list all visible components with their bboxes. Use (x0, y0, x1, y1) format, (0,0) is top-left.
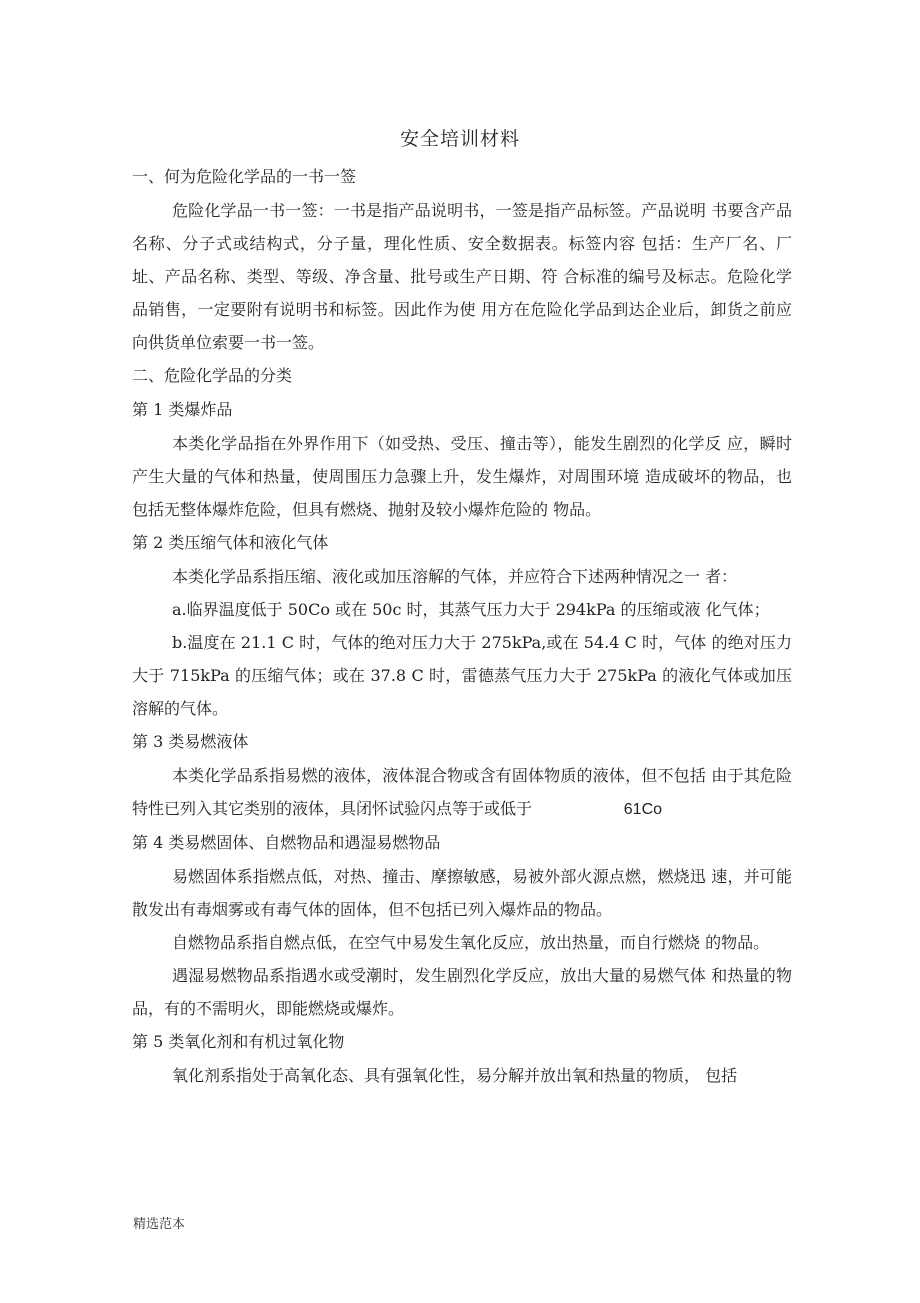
class-4-paragraph-2: 自燃物品系指自燃点低，在空气中易发生氧化反应，放出热量，而自行燃烧 的物品。 (172, 933, 770, 952)
class-4-paragraph-1: 易燃固体系指燃点低，对热、撞击、摩擦敏感，易被外部火源点燃，燃烧迅 速，并可能散发出有毒烟雾或有毒气体的固体，但不包括已列入爆炸品的物品。 (132, 867, 792, 919)
class-1-heading: 第 1 类爆炸品 (132, 400, 233, 419)
document-body (132, 160, 792, 1092)
page-footer: 精选范本 (133, 1217, 186, 1232)
class-3-heading: 第 3 类易燃液体 (132, 732, 249, 751)
class-5-paragraph: 氧化剂系指处于高氧化态、具有强氧化性，易分解并放出氧和热量的物质， 包括 (172, 1066, 738, 1085)
section-1-paragraph: 危险化学品一书一签：一书是指产品说明书，一签是指产品标签。产品说明 书要含产品名称、分子式或结构式，分子量，理化性质、安全数据表。标签内容 包括：生产厂名、厂址、产品名称、类型、等级、净含量、批号或生产日期、符 合标准的编号及标志。危险化学品销售，一定要附有说明书和标签。因此作为使 用方在危险化学品到达企业后，卸货之前应向供货单位索要一书一签。 (132, 201, 792, 352)
class-3-flashpoint-value: 61Co (623, 801, 663, 818)
class-4-heading: 第 4 类易燃固体、自燃物品和遇湿易燃物品 (132, 833, 441, 852)
class-2-item-b: b.温度在 21.1 C 时，气体的绝对压力大于 275kPa,或在 54.4 C 时，气体 的绝对压力大于 715kPa 的压缩气体；或在 37.8 C 时，雷德蒸气压力大于 275kPa 的液化气体或加压溶解的气体。 (132, 633, 792, 718)
class-3-paragraph (132, 759, 792, 826)
class-4-paragraph-3: 遇湿易燃物品系指遇水或受潮时，发生剧烈化学反应，放出大量的易燃气体 和热量的物品，有的不需明火，即能燃烧或爆炸。 (132, 966, 792, 1018)
section-2-heading: 二、危险化学品的分类 (132, 366, 293, 385)
class-1-paragraph: 本类化学品指在外界作用下（如受热、受压、撞击等），能发生剧烈的化学反 应，瞬时产生大量的气体和热量，使周围压力急骤上升，发生爆炸，对周围环境 造成破坏的物品，也包括无整体爆炸危险，但具有燃烧、抛射及较小爆炸危险的 物品。 (132, 434, 792, 519)
class-3-paragraph-text: 本类化学品系指易燃的液体，液体混合物或含有固体物质的液体，但不包括 由于其危险特性已列入其它类别的液体，具闭怀试验闪点等于或低于 (132, 766, 792, 818)
class-2-paragraph: 本类化学品系指压缩、液化或加压溶解的气体，并应符合下述两种情况之一 者： (172, 567, 738, 586)
section-1-heading: 一、何为危险化学品的一书一签 (132, 167, 357, 186)
class-2-item-a: a.临界温度低于 50Co 或在 50c 时，其蒸气压力大于 294kPa 的压缩或液 化气体； (172, 600, 770, 619)
class-2-heading: 第 2 类压缩气体和液化气体 (132, 533, 329, 552)
class-5-heading: 第 5 类氧化剂和有机过氧化物 (132, 1032, 345, 1051)
document-title: 安全培训材料 (399, 128, 520, 150)
